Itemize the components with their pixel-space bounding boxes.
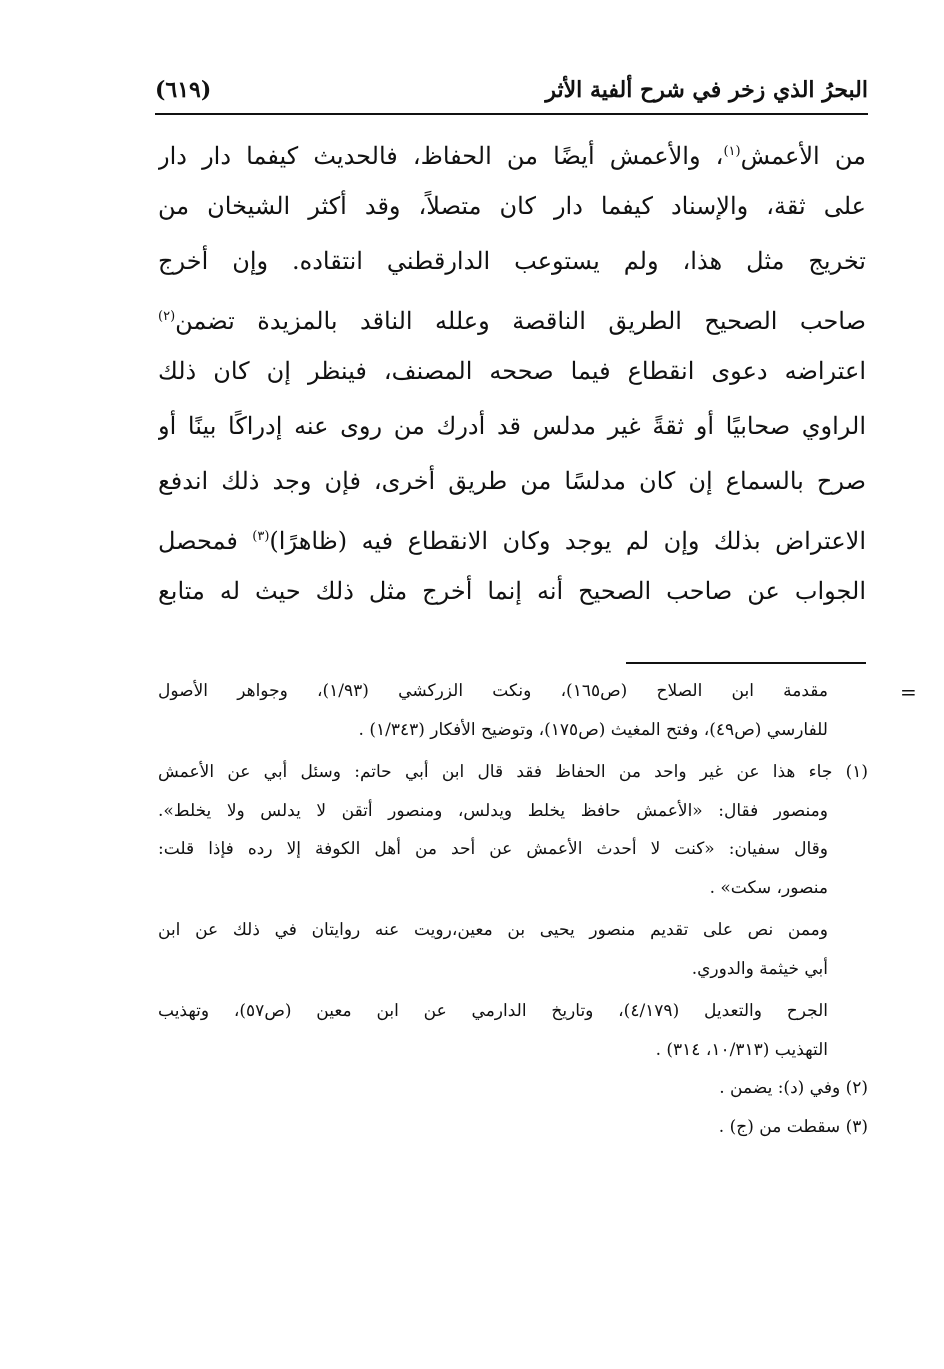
page-header — [155, 70, 868, 110]
footnotes — [158, 672, 868, 1146]
footnote-continuation-mark: = — [900, 680, 917, 704]
footnote-line: مقدمة ابن الصلاح (ص١٦٥)، ونكت الزركشي (١/٩٣)، وجواهر الأصول — [158, 681, 829, 701]
footnote-1-line: (١) جاء هذا عن غير واحد من الحفاظ فقد قال ابن أبي حاتم: وسئل أبي عن الأعمش — [158, 762, 868, 782]
footnote-1-line: أبي خيثمة والدوري. — [691, 958, 828, 979]
running-title: البحرُ الذي زخر في شرح ألفية الأثر — [545, 77, 868, 103]
text-line: الاعتراض بذلك وإن لم يوجد وكان الانقطاع فيه (ظاهرًا)$^{(٣)}$ فمحصل — [158, 527, 866, 555]
footnote-1-line: منصور، سكت» . — [709, 877, 828, 898]
text-line: الراوي صحابيًا أو ثقةً غير مدلس قد أدرك من روى عنه إدراكًا بينًا أو — [158, 412, 866, 440]
main-text — [158, 124, 866, 619]
footnote-1-line: الجرح والتعديل (٤/١٧٩)، وتاريخ الدارمي عن ابن معين (ص٥٧)، وتهذيب — [158, 1001, 828, 1021]
footnote-1-line: وممن نص على تقديم منصور يحيى بن معين،رويت عنه روايتان في ذلك عن ابن — [158, 920, 828, 940]
text-line: صاحب الصحيح الطريق الناقصة وعلله الناقد بالمزيدة تضمن$^{(٢)}$ — [158, 307, 866, 335]
footnote-3: (٣) سقطت من (ج) . — [718, 1116, 868, 1137]
footnote-separator — [626, 662, 866, 664]
text-line: صرح بالسماع إن كان مدلسًا من طريق أخرى، فإن وجد ذلك اندفع — [158, 467, 866, 495]
footnote-1-line: التهذيب (١٠/٣١٣، ٣١٤) . — [655, 1039, 828, 1060]
footnote-1-line: وقال سفيان: «كنت لا أحدث الأعمش عن أحد من أهل الكوفة إلا رده فإذا قلت: — [158, 839, 828, 859]
text-line: الجواب عن صاحب الصحيح أنه إنما أخرج مثل ذلك حيث له متابع — [158, 577, 866, 605]
header-rule — [155, 113, 868, 115]
footnote-1-line: ومنصور فقال: «الأعمش حافظ يخلط ويدلس، ومنصور أتقن لا يدلس ولا يخلط». — [158, 800, 828, 821]
footnote-2: (٢) وفي (د): يضمن . — [719, 1078, 868, 1098]
page-number: (٦١٩) — [155, 77, 212, 103]
text-line: من الأعمش$^{(١)}$، والأعمش أيضًا من الحفاظ، فالحديث كيفما دار دار — [158, 142, 866, 170]
text-line: اعتراضه دعوى انقطاع فيما صححه المصنف، فينظر إن كان ذلك — [158, 357, 866, 385]
text-line: على ثقة، والإسناد كيفما دار كان متصلاً، وقد أكثر الشيخان من — [158, 192, 866, 220]
footnote-line: للفارسي (ص٤٩)، وفتح المغيث (ص١٧٥)، وتوضيح الأفكار (١/٣٤٣) . — [358, 719, 828, 740]
text-line: تخريج مثل هذا، ولم يستوعب الدارقطني انتقاده. وإن أخرج — [158, 247, 866, 275]
